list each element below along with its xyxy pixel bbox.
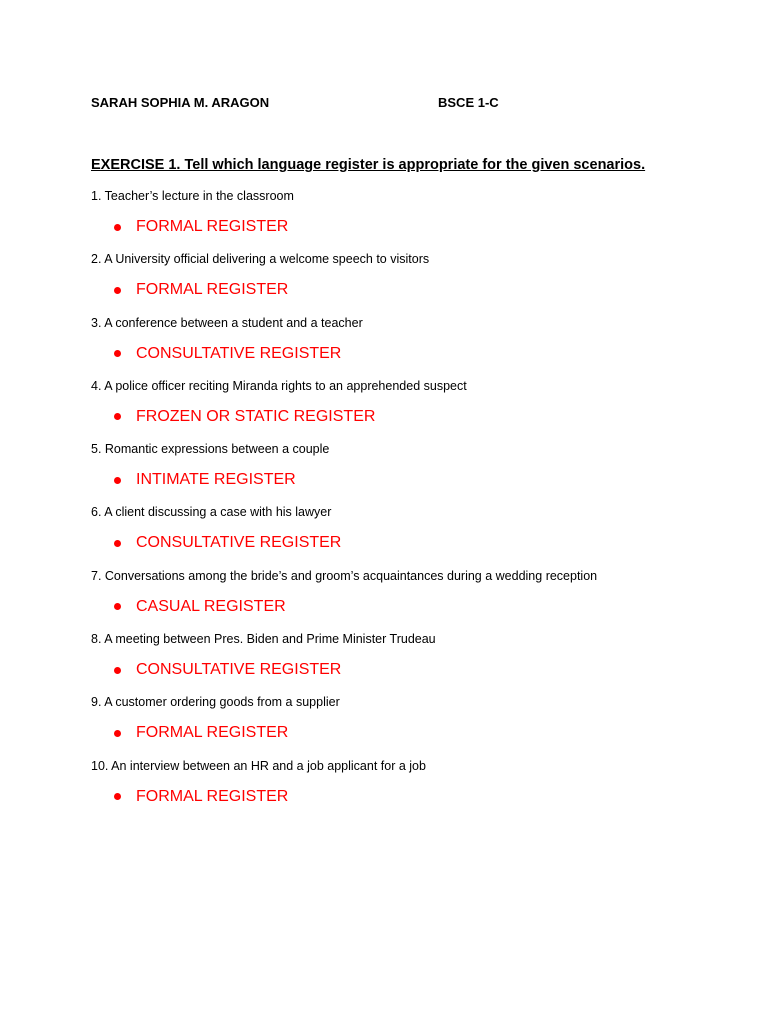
bullet-icon: [114, 603, 121, 610]
exercise-title: EXERCISE 1. Tell which language register is appropriate for the given scenarios.: [91, 157, 646, 173]
answer: [114, 598, 286, 616]
question-text: 9. A customer ordering goods from a supplier: [91, 695, 340, 710]
question-text: 1. Teacher’s lecture in the classroom: [91, 189, 294, 203]
bullet-icon: [114, 540, 121, 547]
answer-text: CONSULTATIVE REGISTER: [136, 661, 342, 679]
exercise-item: [0, 505, 768, 568]
student-section: BSCE 1-C: [438, 95, 499, 110]
exercise-item: [0, 442, 768, 505]
exercise-item-list: [0, 189, 768, 822]
answer: [114, 661, 341, 679]
answer: [114, 281, 288, 299]
document-header: [91, 95, 691, 113]
exercise-item: [0, 632, 768, 695]
answer-text: FORMAL REGISTER: [136, 281, 289, 299]
question-text: 7. Conversations among the bride’s and groom’s acquaintances during a wedding reception: [91, 568, 598, 583]
student-name: SARAH SOPHIA M. ARAGON: [91, 95, 270, 110]
bullet-icon: [114, 350, 121, 357]
exercise-item: [0, 316, 768, 379]
bullet-icon: [114, 413, 121, 420]
answer-text: CASUAL REGISTER: [136, 597, 286, 615]
bullet-icon: [114, 730, 121, 737]
bullet-icon: [114, 224, 121, 231]
answer-text: FORMAL REGISTER: [136, 787, 289, 805]
question-text: 4. A police officer reciting Miranda rights to an apprehended suspect: [91, 378, 467, 393]
question-text: 10. An interview between an HR and a job applicant for a job: [91, 758, 426, 773]
question-text: 2. A University official delivering a welcome speech to visitors: [91, 252, 430, 267]
answer-text: FORMAL REGISTER: [136, 218, 289, 235]
exercise-item: [0, 379, 768, 442]
question-text: 5. Romantic expressions between a couple: [91, 442, 330, 457]
question-text: 8. A meeting between Pres. Biden and Prime Minister Trudeau: [91, 632, 436, 647]
answer: [114, 471, 296, 489]
answer-text: CONSULTATIVE REGISTER: [136, 344, 342, 362]
bullet-icon: [114, 793, 121, 800]
answer: [114, 788, 288, 806]
answer-text: FORMAL REGISTER: [136, 724, 289, 742]
exercise-item: [0, 695, 768, 758]
answer-text: CONSULTATIVE REGISTER: [136, 534, 342, 552]
answer: [114, 534, 341, 552]
bullet-icon: [114, 477, 121, 484]
answer: [114, 218, 288, 236]
exercise-item: [0, 252, 768, 315]
exercise-item: [0, 759, 768, 822]
question-text: 6. A client discussing a case with his lawyer: [91, 505, 332, 520]
exercise-item: [0, 189, 768, 252]
bullet-icon: [114, 667, 121, 674]
answer: [114, 408, 375, 426]
exercise-item: [0, 569, 768, 632]
answer-text: INTIMATE REGISTER: [136, 471, 296, 489]
answer-text: FROZEN OR STATIC REGISTER: [136, 407, 376, 425]
question-text: 3. A conference between a student and a teacher: [91, 315, 363, 330]
bullet-icon: [114, 287, 121, 294]
answer: [114, 345, 341, 363]
answer: [114, 724, 288, 742]
